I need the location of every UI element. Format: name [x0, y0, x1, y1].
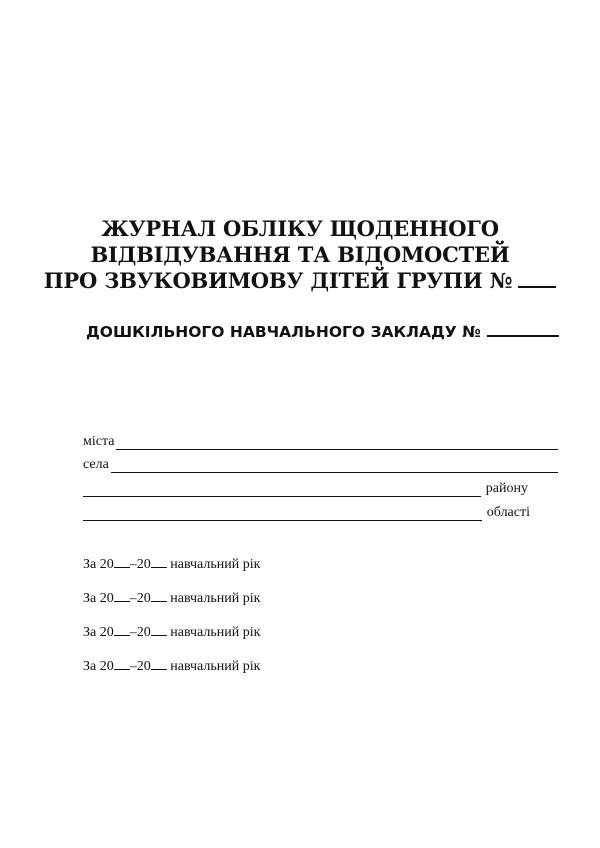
- village-field: [83, 457, 558, 473]
- year-end-blank[interactable]: [151, 623, 167, 636]
- academic-year-line: [83, 555, 260, 573]
- year-suffix: навчальний рік: [170, 625, 261, 640]
- year-dash: –20: [129, 625, 151, 640]
- region-blank[interactable]: [83, 508, 482, 521]
- title-line-3: [0, 268, 600, 294]
- district-field: [83, 481, 528, 497]
- year-dash: –20: [129, 557, 151, 572]
- village-blank[interactable]: [111, 460, 558, 473]
- year-end-blank[interactable]: [151, 657, 167, 670]
- year-end-blank[interactable]: [151, 555, 167, 568]
- city-field: [83, 434, 558, 450]
- region-field: [83, 505, 530, 521]
- title-line-3-text: ПРО ЗВУКОВИМОВУ ДІТЕЙ ГРУПИ №: [43, 268, 513, 293]
- year-prefix: За 20: [83, 659, 114, 674]
- year-prefix: За 20: [83, 625, 114, 640]
- year-prefix: За 20: [83, 557, 114, 572]
- academic-year-line: [83, 657, 260, 675]
- institution-subtitle: [86, 321, 559, 342]
- district-label: району: [485, 481, 528, 496]
- institution-subtitle-text: ДОШКІЛЬНОГО НАВЧАЛЬНОГО ЗАКЛАДУ №: [86, 323, 481, 341]
- institution-number-blank[interactable]: [487, 321, 559, 337]
- year-dash: –20: [129, 591, 151, 606]
- document-title: [0, 216, 600, 294]
- city-label: міста: [83, 434, 115, 449]
- year-start-blank[interactable]: [114, 623, 130, 636]
- academic-year-line: [83, 623, 260, 641]
- year-end-blank[interactable]: [151, 589, 167, 602]
- region-label: області: [486, 505, 530, 520]
- year-suffix: навчальний рік: [170, 557, 261, 572]
- village-label: села: [83, 457, 109, 472]
- year-suffix: навчальний рік: [170, 659, 261, 674]
- year-start-blank[interactable]: [114, 555, 130, 568]
- year-prefix: За 20: [83, 591, 114, 606]
- year-start-blank[interactable]: [114, 657, 130, 670]
- title-line-1: ЖУРНАЛ ОБЛІКУ ЩОДЕННОГО: [101, 216, 499, 241]
- title-line-2: ВІДВІДУВАННЯ ТА ВІДОМОСТЕЙ: [90, 242, 510, 267]
- year-suffix: навчальний рік: [170, 591, 261, 606]
- city-blank[interactable]: [116, 437, 558, 450]
- group-number-blank[interactable]: [518, 268, 556, 288]
- year-start-blank[interactable]: [114, 589, 130, 602]
- district-blank[interactable]: [83, 484, 481, 497]
- year-dash: –20: [129, 659, 151, 674]
- academic-year-line: [83, 589, 260, 607]
